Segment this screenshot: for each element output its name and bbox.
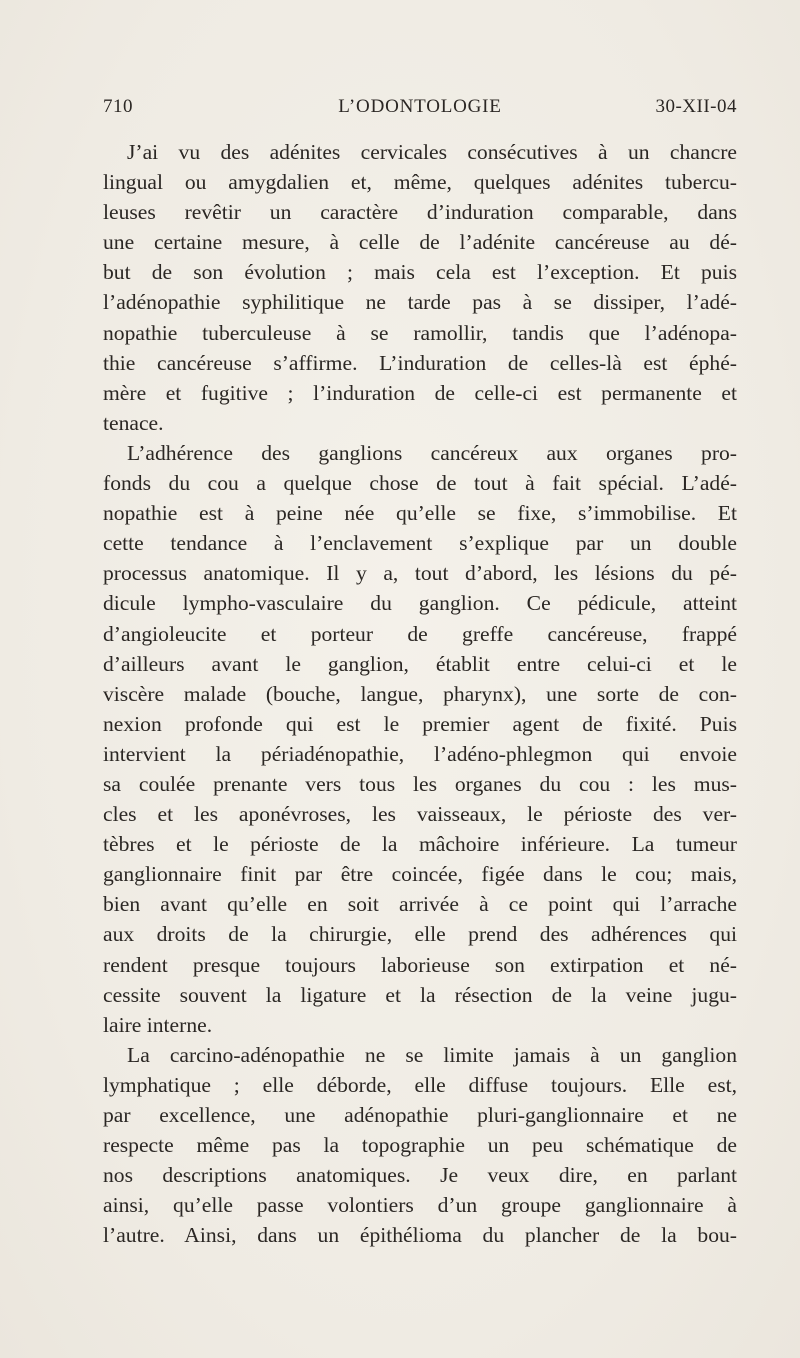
text-line: lingual ou amygdalien et, même, quelques adénites tubercu-: [103, 170, 737, 195]
text-line: bien avant qu’elle en soit arrivée à ce point qui l’arrache: [103, 892, 737, 917]
text-line: intervient la périadénopathie, l’adéno-phlegmon qui envoie: [103, 741, 737, 766]
body-text: [103, 137, 737, 1250]
text-line: nopathie tuberculeuse à se ramollir, tandis que l’adénopa-: [103, 320, 737, 345]
text-line: nos descriptions anatomiques. Je veux dire, en parlant: [103, 1163, 737, 1188]
text-line: thie cancéreuse s’affirme. L’induration de celles-là est éphé-: [103, 350, 737, 375]
text-line: cessite souvent la ligature et la résection de la veine jugu-: [103, 982, 737, 1007]
text-line: La carcino-adénopathie ne se limite jamais à un ganglion: [127, 1042, 737, 1067]
text-line: cette tendance à l’enclavement s’explique par un double: [103, 531, 737, 556]
issue-date: 30-XII-04: [655, 96, 737, 117]
text-line: l’adénopathie syphilitique ne tarde pas à se dissiper, l’adé-: [103, 290, 737, 315]
page-number: 710: [103, 96, 133, 117]
text-line: rendent presque toujours laborieuse son extirpation et né-: [103, 952, 737, 977]
text-line: laire interne.: [103, 1012, 213, 1037]
text-line: lymphatique ; elle déborde, elle diffuse toujours. Elle est,: [103, 1072, 737, 1097]
text-line: tenace.: [103, 410, 164, 435]
text-line: par excellence, une adénopathie pluri-ganglionnaire et ne: [103, 1103, 737, 1127]
text-line: fonds du cou a quelque chose de tout à fait spécial. L’adé-: [103, 471, 737, 496]
text-line: nopathie est à peine née qu’elle se fixe, s’immobilise. Et: [103, 501, 737, 526]
text-line: cles et les aponévroses, les vaisseaux, le périoste des ver-: [103, 802, 737, 827]
text-line: J’ai vu des adénites cervicales consécutives à un chancre: [127, 140, 737, 164]
text-line: ganglionnaire finit par être coincée, figée dans le cou; mais,: [103, 862, 737, 887]
text-line: une certaine mesure, à celle de l’adénite cancéreuse au dé-: [103, 230, 737, 255]
text-line: processus anatomique. Il y a, tout d’abord, les lésions du pé-: [103, 561, 737, 586]
text-line: but de son évolution ; mais cela est l’exception. Et puis: [103, 260, 737, 285]
text-line: sa coulée prenante vers tous les organes du cou : les mus-: [103, 771, 737, 796]
text-line: viscère malade (bouche, langue, pharynx), une sorte de con-: [103, 681, 737, 706]
text-line: aux droits de la chirurgie, elle prend des adhérences qui: [103, 922, 737, 947]
text-line: nexion profonde qui est le premier agent de fixité. Puis: [103, 711, 737, 736]
text-line: d’ailleurs avant le ganglion, établit entre celui-ci et le: [103, 651, 737, 676]
text-line: tèbres et le périoste de la mâchoire inférieure. La tumeur: [103, 832, 737, 857]
text-line: ainsi, qu’elle passe volontiers d’un groupe ganglionnaire à: [103, 1193, 737, 1218]
text-line: leuses revêtir un caractère d’induration comparable, dans: [103, 200, 737, 225]
text-line: L’adhérence des ganglions cancéreux aux organes pro-: [127, 440, 737, 465]
running-title: L’ODONTOLOGIE: [338, 96, 502, 117]
text-line: mère et fugitive ; l’induration de celle-ci est permanente et: [103, 380, 737, 405]
text-line: l’autre. Ainsi, dans un épithélioma du plancher de la bou-: [103, 1223, 737, 1248]
running-head: [103, 96, 737, 130]
text-line: respecte même pas la topographie un peu schématique de: [103, 1133, 737, 1158]
text-line: dicule lympho-vasculaire du ganglion. Ce pédicule, atteint: [103, 591, 737, 616]
text-line: d’angioleucite et porteur de greffe cancéreuse, frappé: [103, 621, 737, 646]
